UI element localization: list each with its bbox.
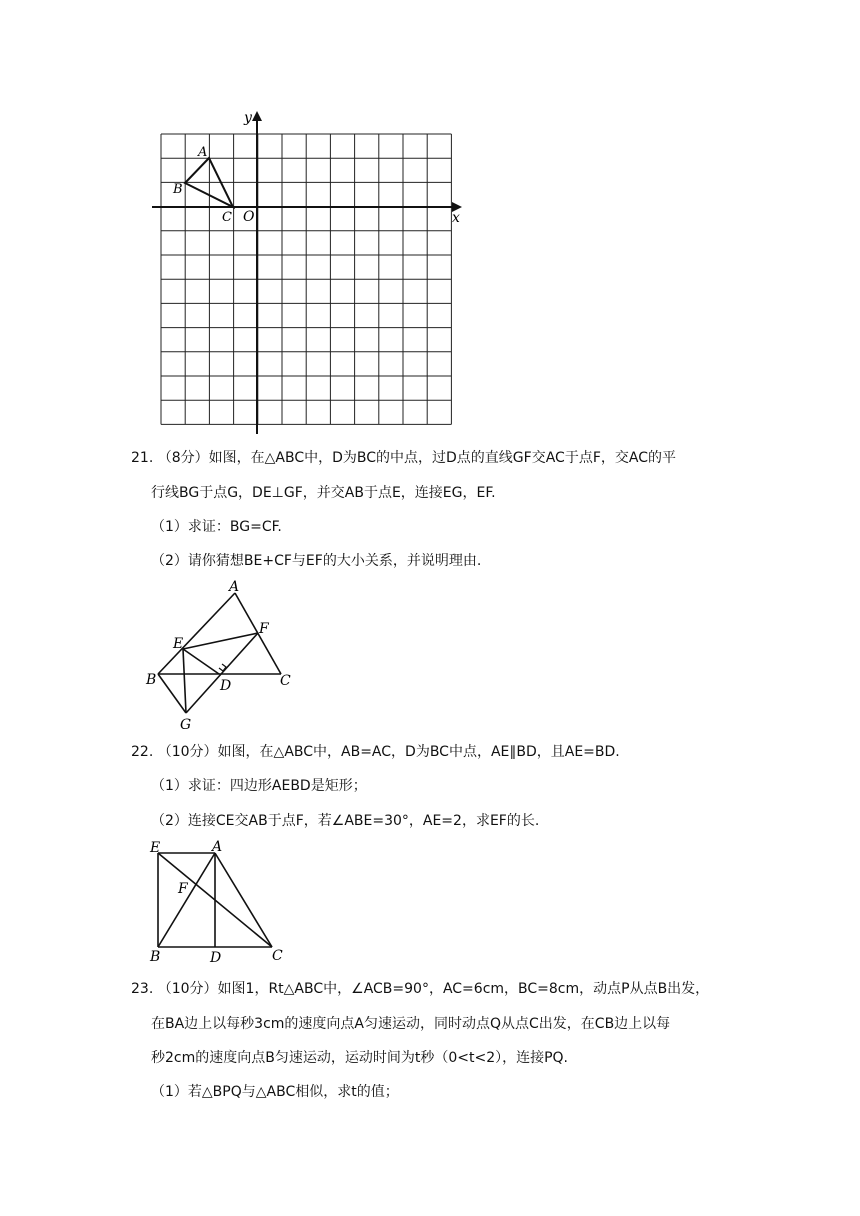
q21-label-f: F bbox=[259, 621, 269, 637]
grid-lines bbox=[161, 134, 451, 424]
q22-label-e: E bbox=[150, 840, 161, 856]
q21-figure bbox=[140, 575, 300, 735]
q22-figure bbox=[140, 835, 290, 965]
q23-line2: 在BA边上以每秒3cm的速度向点A匀速运动，同时动点Q从点C出发，在CB边上以每 bbox=[151, 1016, 671, 1032]
q22-label-d: D bbox=[210, 950, 222, 965]
q22-label-a: A bbox=[212, 839, 223, 855]
q23-line3: 秒2cm的速度向点B匀速运动，运动时间为t秒（0<t<2），连接PQ. bbox=[151, 1050, 569, 1066]
q23-line1 bbox=[131, 979, 709, 999]
q22-number: 22. bbox=[131, 744, 154, 760]
q23-text-1: 如图1，Rt△ABC中，∠ACB=90°，AC=6cm，BC=8cm，动点P从点B出发， bbox=[217, 981, 710, 997]
q22-part2: （2）连接CE交AB于点F，若∠ABE=30°，AE=2，求EF的长. bbox=[151, 813, 540, 829]
q21-label-g: G bbox=[180, 717, 192, 733]
q21-line1 bbox=[131, 448, 676, 468]
y-axis-label: y bbox=[244, 110, 252, 126]
q23-part1: （1）若△BPQ与△ABC相似，求t的值； bbox=[151, 1084, 399, 1100]
coordinate-grid-figure bbox=[140, 105, 480, 435]
q21-label-e: E bbox=[173, 636, 184, 652]
q21-line2: 行线BG于点G，DE⊥GF，并交AB于点E，连接EG，EF. bbox=[151, 485, 496, 501]
q22-part1: （1）求证：四边形AEBD是矩形； bbox=[151, 778, 367, 794]
q23-number: 23. bbox=[131, 981, 154, 997]
q22-line1 bbox=[131, 742, 620, 762]
q21-number: 21. bbox=[131, 450, 154, 466]
q21-score: （8分） bbox=[157, 450, 209, 466]
q21-label-d: D bbox=[220, 678, 232, 694]
q21-text-1: 如图，在△ABC中，D为BC的中点，过D点的直线GF交AC于点F，交AC的平 bbox=[208, 450, 676, 466]
q22-score: （10分） bbox=[157, 744, 218, 760]
q21-label-a: A bbox=[229, 579, 240, 595]
x-axis-label: x bbox=[452, 210, 460, 226]
q21-part1: （1）求证：BG=CF. bbox=[151, 519, 282, 535]
q23-score: （10分） bbox=[157, 981, 218, 997]
point-c-label: C bbox=[222, 210, 232, 225]
q22-label-f: F bbox=[178, 881, 188, 897]
q21-label-c: C bbox=[280, 673, 291, 689]
y-axis-arrow bbox=[252, 111, 262, 121]
point-b-label: B bbox=[173, 182, 183, 197]
q22-text-1: 如图，在△ABC中，AB=AC，D为BC中点，AE∥BD，且AE=BD. bbox=[217, 744, 620, 760]
point-a-label: A bbox=[198, 145, 208, 160]
q21-label-b: B bbox=[146, 672, 157, 688]
q21-part2: （2）请你猜想BE+CF与EF的大小关系，并说明理由. bbox=[151, 553, 482, 569]
origin-label: O bbox=[243, 209, 255, 225]
q22-label-b: B bbox=[150, 949, 161, 965]
q22-label-c: C bbox=[272, 948, 283, 964]
